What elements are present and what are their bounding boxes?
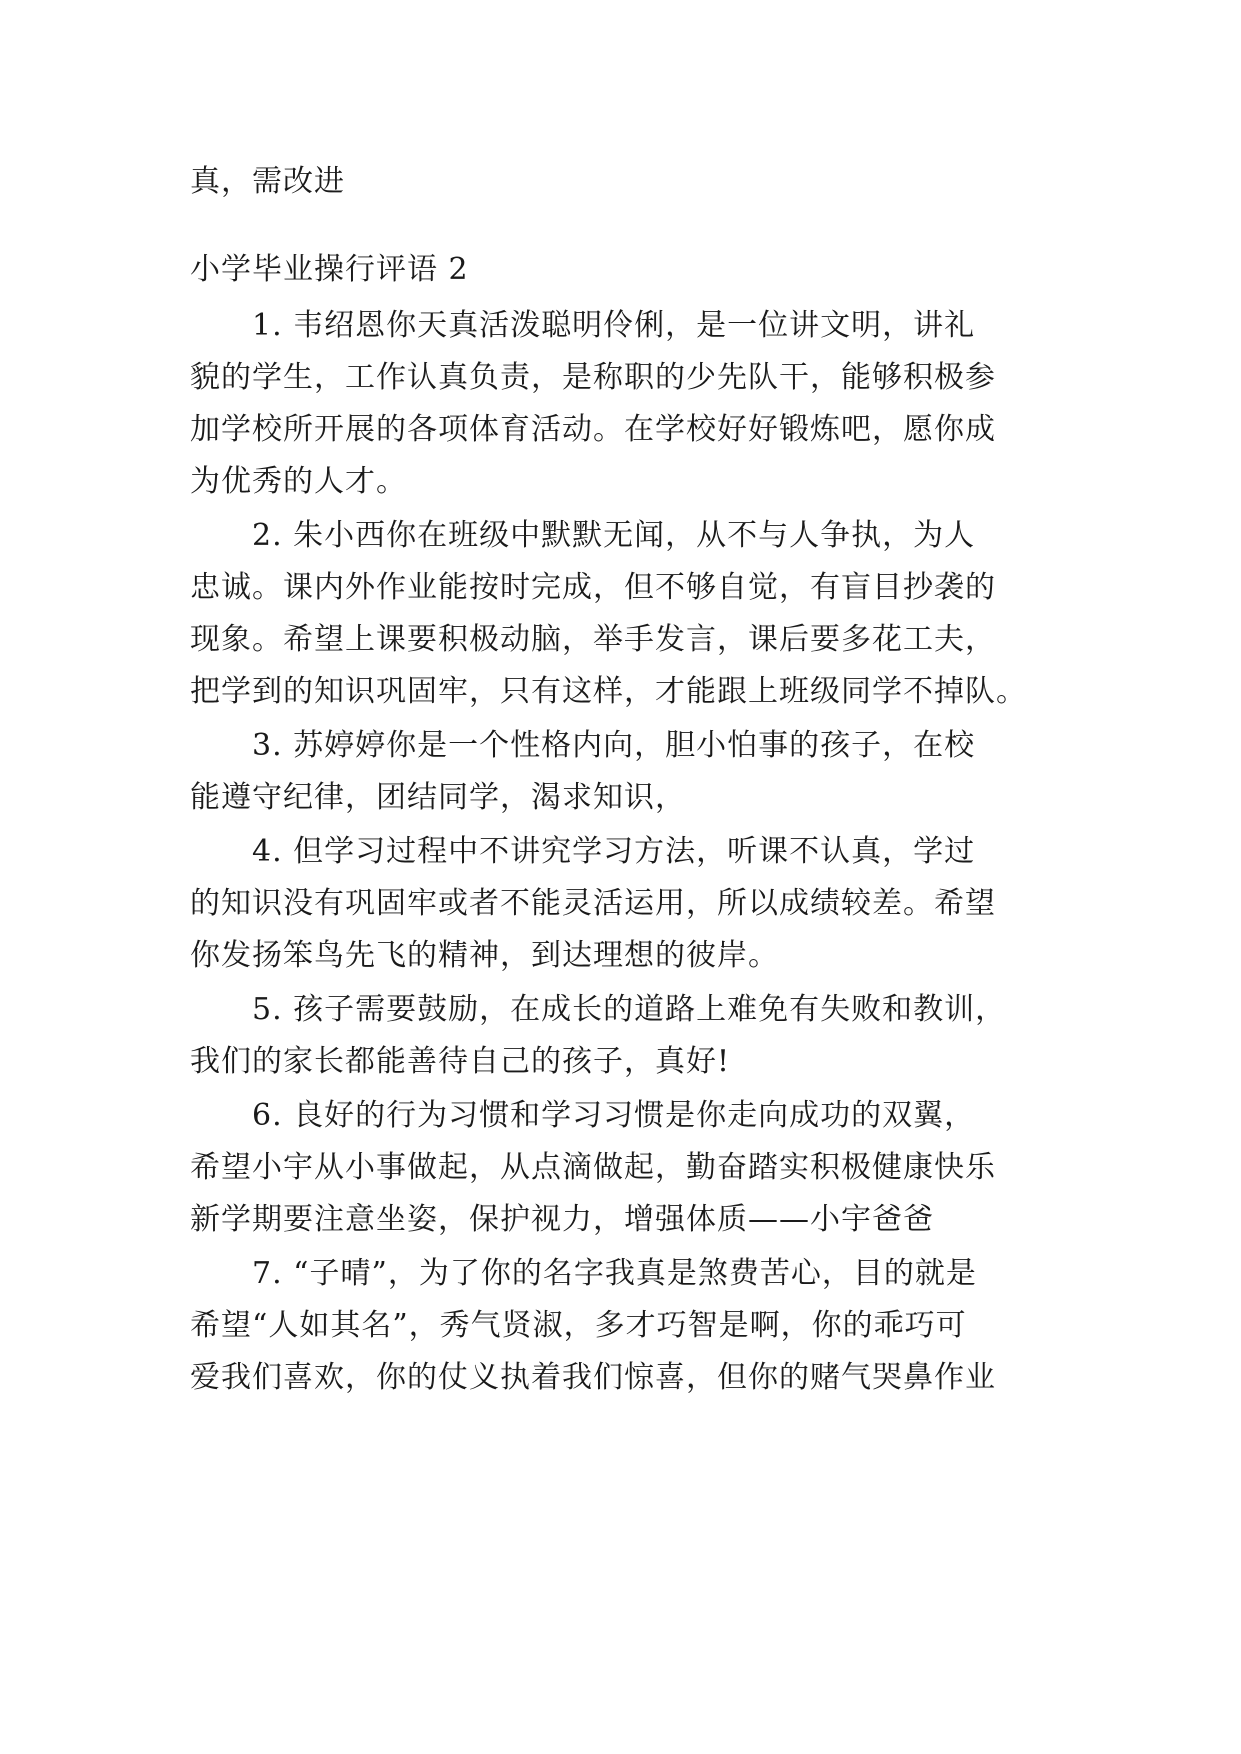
paragraph-line: 现象。希望上课要积极动脑，举手发言，课后要多花工夫， [190, 622, 996, 657]
paragraph-line: 6. 良好的行为习惯和学习习惯是你走向成功的双翼， [252, 1098, 976, 1133]
paragraph-line: 2. 朱小西你在班级中默默无闻，从不与人争执，为人 [252, 518, 976, 553]
paragraph-line: 4. 但学习过程中不讲究学习方法，听课不认真，学过 [252, 834, 976, 869]
paragraph-line: 7. “子晴”，为了你的名字我真是煞费苦心，目的就是 [252, 1256, 977, 1291]
paragraph-line: 希望“人如其名”，秀气贤淑，多才巧智是啊，你的乖巧可 [190, 1308, 967, 1343]
paragraph-line: 能遵守纪律，团结同学，渴求知识， [190, 780, 686, 815]
paragraph-line: 5. 孩子需要鼓励，在成长的道路上难免有失败和教训， [252, 992, 1007, 1027]
paragraph-line: 3. 苏婷婷你是一个性格内向，胆小怕事的孩子，在校 [252, 728, 976, 763]
paragraph-line: 1. 韦绍恩你天真活泼聪明伶俐，是一位讲文明，讲礼 [252, 308, 976, 343]
paragraph-line: 貌的学生，工作认真负责，是称职的少先队干，能够积极参 [190, 360, 996, 395]
section-title: 小学毕业操行评语 2 [190, 252, 469, 287]
paragraph-line: 你发扬笨鸟先飞的精神，到达理想的彼岸。 [190, 938, 779, 973]
paragraph-line: 为优秀的人才。 [190, 464, 407, 499]
paragraph-line: 忠诚。课内外作业能按时完成，但不够自觉，有盲目抄袭的 [190, 570, 996, 605]
paragraph-line: 把学到的知识巩固牢，只有这样，才能跟上班级同学不掉队。 [190, 674, 1027, 709]
continuation-text: 真，需改进 [190, 164, 345, 199]
paragraph-line: 的知识没有巩固牢或者不能灵活运用，所以成绩较差。希望 [190, 886, 996, 921]
paragraph-line: 我们的家长都能善待自己的孩子，真好! [190, 1044, 731, 1079]
paragraph-line: 希望小宇从小事做起，从点滴做起，勤奋踏实积极健康快乐 [190, 1150, 996, 1185]
paragraph-line: 爱我们喜欢，你的仗义执着我们惊喜，但你的赌气哭鼻作业 [190, 1360, 996, 1395]
paragraph-line: 加学校所开展的各项体育活动。在学校好好锻炼吧，愿你成 [190, 412, 996, 447]
paragraph-line: 新学期要注意坐姿，保护视力，增强体质——小宇爸爸 [190, 1202, 934, 1237]
